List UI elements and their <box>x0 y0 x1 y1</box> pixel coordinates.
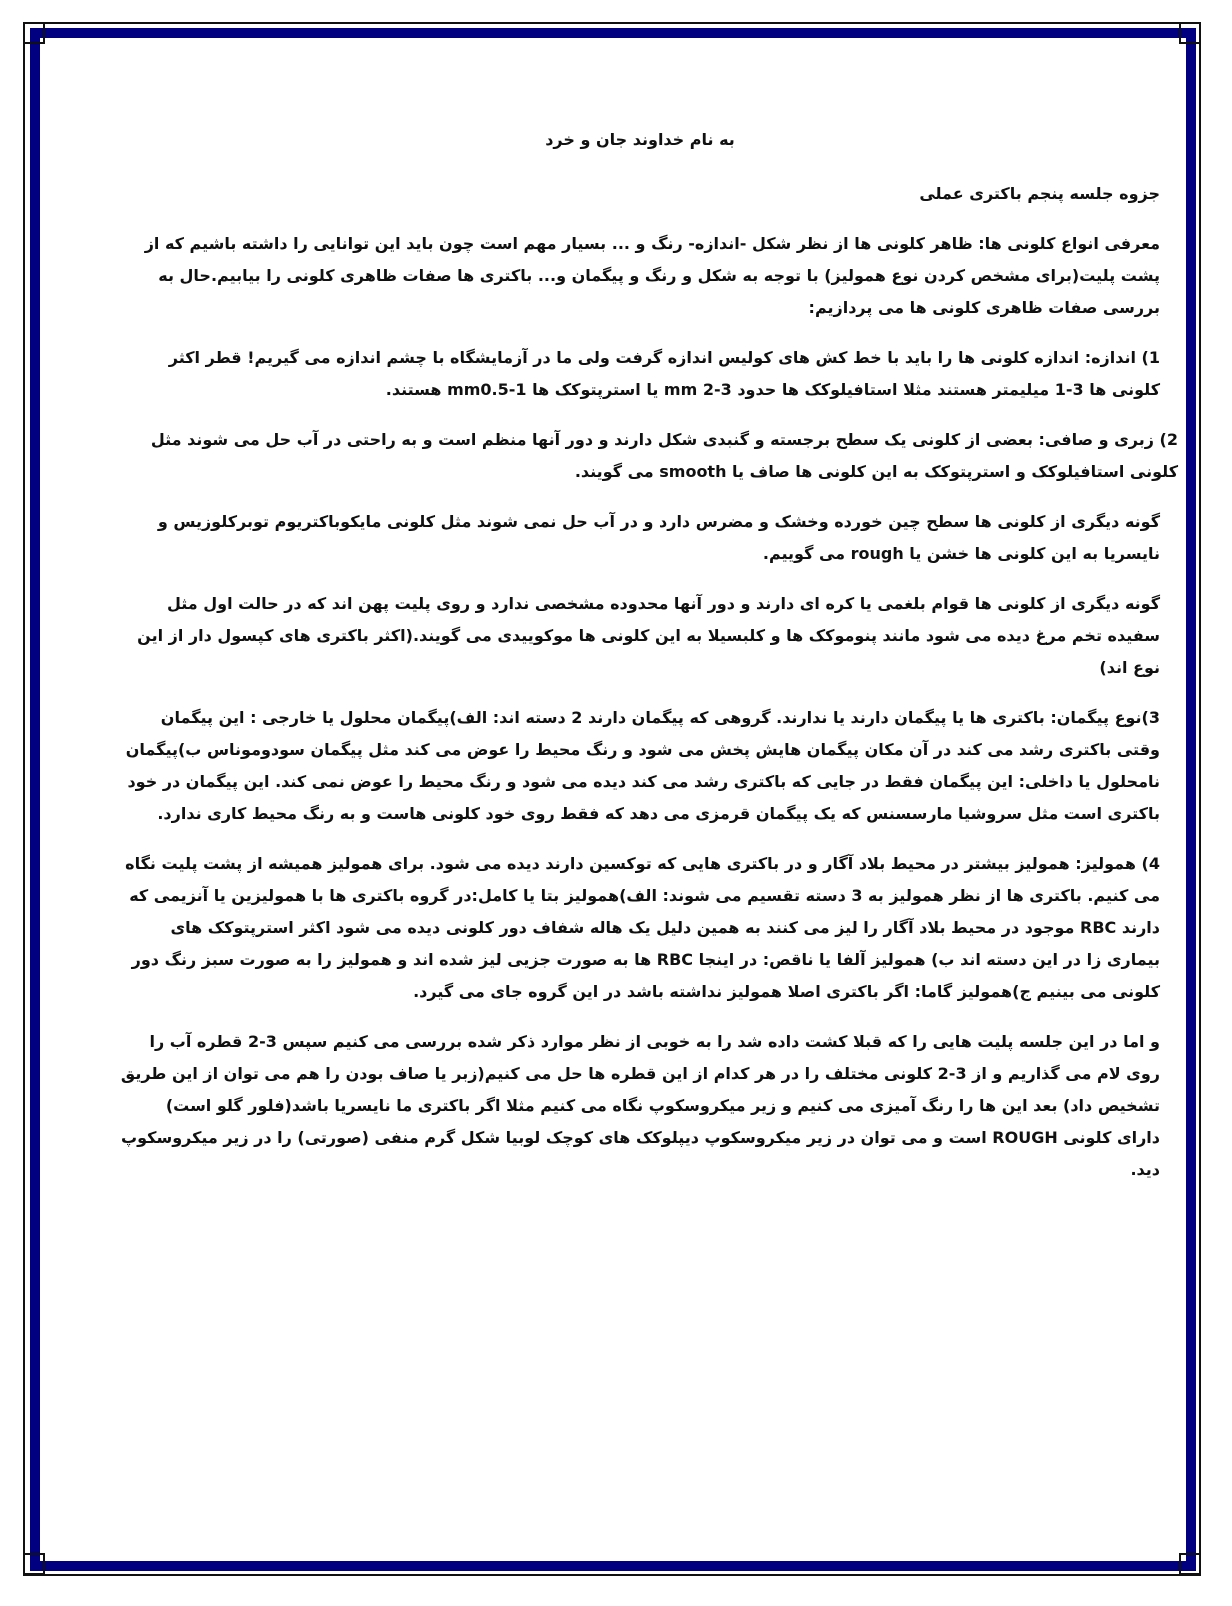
paragraph-pigment: 3)نوع پیگمان: باکتری ها یا پیگمان دارند یا ندارند. گروهی که پیگمان دارند 2 دسته اند: الف)پیگمان محلول یا خارجی : این پیگمان وقتی باکتری رشد می کند در آن مکان پیگمان هایش پخش می شود و رنگ محیط را عوض می کند مثل پیگمان سودوموناس ب)پیگمان نامحلول یا داخلی: این پیگمان فقط در جایی که باکتری رشد می کند دیده می شود و رنگ محیط را عوض نمی کند. این پیگمان در خود باکتری است مثل سروشیا مارسسنس که یک پیگمان قرمزی می دهد که فقط روی خود کلونی هاست و به رنگ محیط کاری ندارد. <box>125 708 1160 823</box>
border-corner-ornament <box>23 1553 45 1575</box>
border-corner-ornament <box>1179 22 1201 44</box>
border-corner-ornament <box>23 22 45 44</box>
paragraph-mucoid: گونه دیگری از کلونی ها قوام بلغمی یا کره ای دارند و دور آنها محدوده مشخصی ندارد و روی پلیت پهن اند که در حالت اول مثل سفیده تخم مرغ دیده می شود مانند پنوموکک ها و کلبسیلا به این کلونی ها موکوییدی می گویند.(اکثر باکتری های کپسول دار از این نوع اند) <box>137 594 1160 677</box>
paragraph-smooth: 2) زبری و صافی: بعضی از کلونی یک سطح برجسته و گنبدی شکل دارند و دور آنها منظم است و به راحتی در آب حل می شوند مثل کلونی استافیلوکک و استرپتوکک به این کلونی ها صاف یا smooth می گویند. <box>150 430 1178 481</box>
paragraph-intro: معرفی انواع کلونی ها: ظاهر کلونی ها از نظر شکل -اندازه- رنگ و ... بسیار مهم است چون باید این توانایی را داشته باشیم که از پشت پلیت(برای مشخص کردن نوع همولیز) با توجه به شکل و رنگ و پیگمان و... باکتری ها صفات ظاهری کلونی را بیابیم.حال به بررسی صفات ظاهری کلونی ها می پردازیم: <box>144 234 1160 317</box>
paragraph-hemolysis: 4) همولیز: همولیز بیشتر در محیط بلاد آگار و در باکتری هایی که توکسین دارند دیده می شود. برای همولیز همیشه از پشت پلیت نگاه می کنیم. باکتری ها از نظر همولیز به 3 دسته تقسیم می شوند: الف)همولیز بتا یا کامل:در گروه باکتری ها با همولیزین یا آنزیمی که دارند RBC موجود در محیط بلاد آگار را لیز می کنند به همین دلیل یک هاله شفاف دور کلونی دیده می شود اکثر استرپتوکک های بیماری زا در این دسته اند ب) همولیز آلفا یا ناقص: در اینجا RBC ها به صورت جزیی لیز شده اند و همولیز را به صورت سبز رنگ دور کلونی می بینیم ج)همولیز گاما: اگر باکتری اصلا همولیز نداشته باشد در این گروه جای می گیرد. <box>125 854 1160 1001</box>
border-corner-ornament <box>1179 1553 1201 1575</box>
document-heading: به نام خداوند جان و خرد <box>545 130 735 149</box>
paragraph-size: 1) اندازه: اندازه کلونی ها را باید با خط کش های کولیس اندازه گرفت ولی ما در آزمایشگاه با چشم اندازه می گیریم! قطر اکثر کلونی ها 3-1 میلیمتر هستند مثلا استافیلوکک ها حدود 3-2 mm یا استرپتوکک ها 1-mm0.5 هستند. <box>168 348 1160 399</box>
paragraph-procedure: و اما در این جلسه پلیت هایی را که قبلا کشت داده شد را به خوبی از نظر موارد ذکر شده بررسی می کنیم سپس 3-2 قطره آب را روی لام می گذاریم و از 3-2 کلونی مختلف را در هر کدام از این قطره ها حل می کنیم(زبر یا صاف بودن را هم می توان از این طریق تشخیص داد) بعد این ها را رنگ آمیزی می کنیم و زیر میکروسکوپ نگاه می کنیم مثلا اگر باکتری ما نایسریا باشد(فلور گلو است) دارای کلونی ROUGH است و می توان در زیر میکروسکوپ دیپلوکک های کوچک لوبیا شکل گرم منفی (صورتی) را در زیر میکروسکوپ دید. <box>120 1032 1160 1179</box>
paragraph-rough: گونه دیگری از کلونی ها سطح چین خورده وخشک و مضرس دارد و در آب حل نمی شوند مثل کلونی مایکوباکتریوم توبرکلوزیس و نایسریا به این کلونی ها خشن یا rough می گوییم. <box>157 512 1160 563</box>
document-body <box>120 124 1178 1204</box>
document-subtitle: جزوه جلسه پنجم باکتری عملی <box>919 184 1160 203</box>
